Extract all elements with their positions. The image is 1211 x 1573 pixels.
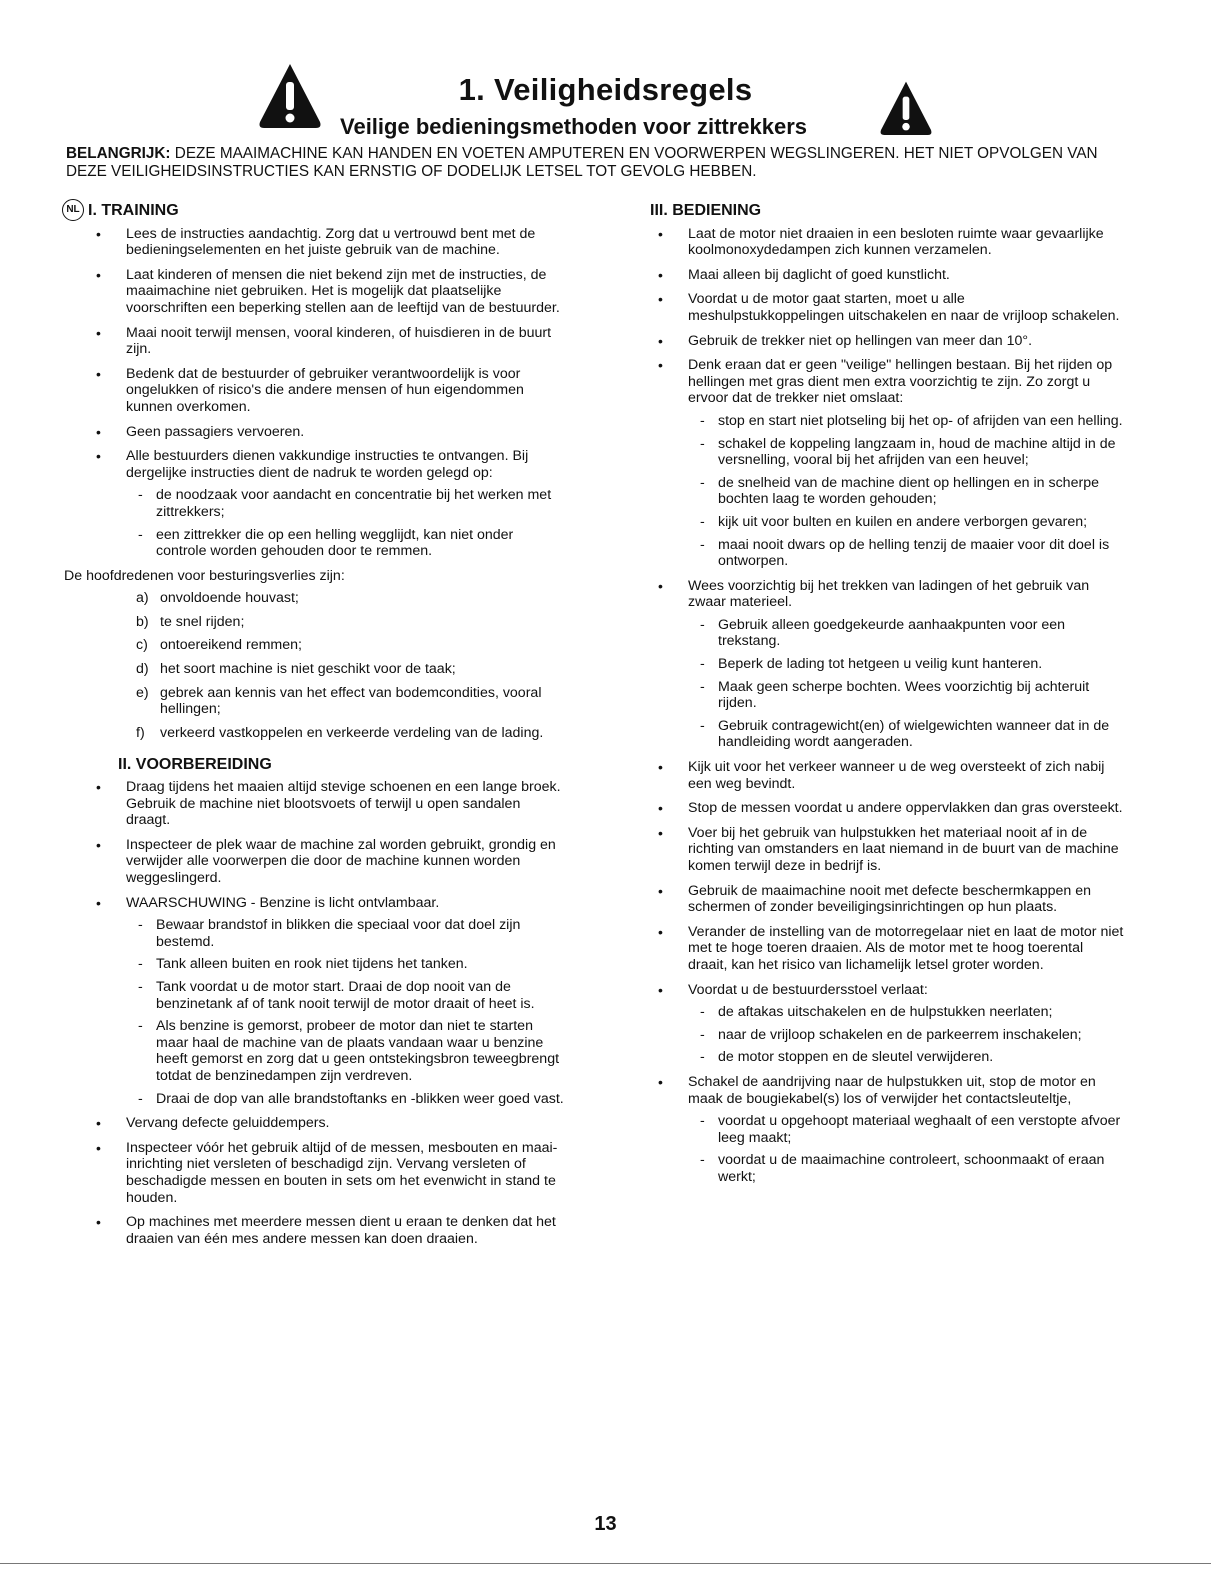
list-item: • Draag tijdens het maaien altijd stevige schoenen en een lange broek. Gebruik de machine niet blootsvoets of terwijl u open sandalen draagt. <box>88 779 566 829</box>
list-item <box>136 725 566 742</box>
section-heading-training: I. TRAINING <box>88 202 179 219</box>
list-item: • Gebruik de maaimachine nooit met defecte beschermkappen en schermen of zonder beveiligingsinrichtingen op hun plaats. <box>650 883 1124 916</box>
sub-list <box>688 617 1124 751</box>
list-item: • Laat de motor niet draaien in een besloten ruimte waar gevaarlijke koolmonoxydedampen zich kunnen verzamelen. <box>650 226 1124 259</box>
item-label: a) <box>136 590 149 607</box>
sub-list-item: - Maak geen scherpe bochten. Wees voorzichtig bij achteruit rijden. <box>688 679 1124 712</box>
list-item <box>650 1074 1124 1186</box>
sub-list-item: - naar de vrijloop schakelen en de parkeerrem inschakelen; <box>688 1027 1124 1044</box>
left-column <box>64 202 566 1255</box>
list-item-text: Wees voorzichtig bij het trekken van ladingen of het gebruik van zwaar materieel. <box>688 577 1090 611</box>
sub-list <box>688 1004 1124 1066</box>
item-label: e) <box>136 684 149 701</box>
item-label: c) <box>136 637 148 654</box>
list-item: • Op machines met meerdere messen dient u eraan te denken dat het draaien van één mes andere messen kan doen draaien. <box>88 1214 566 1247</box>
list-item <box>136 661 566 678</box>
causes-intro: De hoofdredenen voor besturingsverlies zijn: <box>64 567 345 584</box>
item-label: b) <box>136 613 149 630</box>
list-item: • Inspecteer de plek waar de machine zal worden gebruikt, grondig en verwijder alle voorwerpen die door de machine kunnen worden weggeslingerd. <box>88 837 566 887</box>
list-item <box>650 357 1124 570</box>
list-item <box>136 685 566 718</box>
item-text: te snel rijden; <box>160 613 245 630</box>
sub-list-item: - voordat u de maaimachine controleert, schoonmaakt of eraan werkt; <box>688 1152 1124 1185</box>
list-item: • Verander de instelling van de motorregelaar niet en laat de motor niet met te hoge toeren draaien. Als de motor met te hoog toerental draait, kan het risico van lichamelijk letsel groter worden. <box>650 924 1124 974</box>
list-item <box>88 448 566 560</box>
sub-list-item: - kijk uit voor bulten en kuilen en andere verborgen gevaren; <box>688 514 1124 531</box>
list-item: • Gebruik de trekker niet op hellingen van meer dan 10°. <box>650 333 1124 350</box>
sub-list-item: - de snelheid van de machine dient op hellingen en in scherpe bochten laag te worden gehouden; <box>688 475 1124 508</box>
operation-list <box>650 226 1124 1186</box>
important-text: DEZE MAAIMACHINE KAN HANDEN EN VOETEN AMPUTEREN EN VOORWERPEN WEGSLINGEREN. HET NIET OPVOLGEN VAN DEZE VEILIGHEIDSINSTRUCTIES KAN ERNSTIG OF DODELIJK LETSEL TOT GEVOLG HEBBEN. <box>66 145 1098 180</box>
item-text: het soort machine is niet geschikt voor de taak; <box>160 661 456 678</box>
sub-list-item: - een zittrekker die op een helling wegglijdt, kan niet onder controle worden gehouden door te remmen. <box>126 527 566 560</box>
list-item-text: Voordat u de bestuurdersstoel verlaat: <box>688 981 928 998</box>
list-item: • Voer bij het gebruik van hulpstukken het materiaal nooit af in de richting van omstanders en laat niemand in de buurt van de machine komen terwijl deze in bedrijf is. <box>650 825 1124 875</box>
sub-list-item: - Als benzine is gemorst, probeer de motor dan niet te starten maar haal de machine van de plaats vandaan waar u benzine heeft gemorst en zorg dat u geen ontstekingsbron teweegbrengt totdat de benzinedampen zijn verdreven. <box>126 1018 566 1084</box>
sub-list <box>688 413 1124 570</box>
sub-list-item: - de aftakas uitschakelen en de hulpstukken neerlaten; <box>688 1004 1124 1021</box>
list-item: • Geen passagiers vervoeren. <box>88 424 566 441</box>
sub-list <box>126 487 566 559</box>
list-item: • Maai nooit terwijl mensen, vooral kinderen, of huisdieren in de buurt zijn. <box>88 325 566 358</box>
list-item: • Lees de instructies aandachtig. Zorg dat u vertrouwd bent met de bedieningselementen en het juiste gebruik van de machine. <box>88 226 566 259</box>
section-heading-preparation: II. VOORBEREIDING <box>118 756 272 774</box>
item-label: f) <box>136 724 145 741</box>
sub-list-item: - Gebruik alleen goedgekeurde aanhaakpunten voor een trekstang. <box>688 617 1124 650</box>
list-item: • Inspecteer vóór het gebruik altijd of de messen, mesbouten en maai-inrichting niet versleten of beschadigd zijn. Vervang versleten of beschadigde messen en bouten in sets om het evenwicht in stand te houden. <box>88 1140 566 1206</box>
important-lead: BELANGRIJK: <box>66 145 171 162</box>
list-item: • Laat kinderen of mensen die niet bekend zijn met de instructies, de maaimachine niet gebruiken. Het is mogelijk dat plaatselijke voorschriften een beperking stellen aan de leeftijd van de bestuurder. <box>88 267 566 317</box>
list-item-text: Alle bestuurders dienen vakkundige instructies te ontvangen. Bij dergelijke instructies dient de nadruk te worden gelegd op: <box>126 448 529 481</box>
sub-list-item: - Beperk de lading tot hetgeen u veilig kunt hanteren. <box>688 656 1124 673</box>
list-item-text: Denk eraan dat er geen "veilige" hellingen bestaan. Bij het rijden op hellingen met gras dient men extra voorzichtig te zijn. Zo zorgt u ervoor dat de trekker niet omslaat: <box>688 357 1113 407</box>
list-item <box>88 895 566 1108</box>
page-subtitle: Veilige bedieningsmethoden voor zittrekkers <box>340 114 808 139</box>
item-text: verkeerd vastkoppelen en verkeerde verdeling van de lading. <box>160 724 544 741</box>
item-text: onvoldoende houvast; <box>160 590 299 607</box>
list-item: • Maai alleen bij daglicht of goed kunstlicht. <box>650 267 1124 284</box>
training-list <box>88 226 566 560</box>
page-title: 1. Veiligheidsregels <box>458 72 753 107</box>
sub-list-item: - stop en start niet plotseling bij het op- of afrijden van een helling. <box>688 413 1124 430</box>
list-item: • Bedenk dat de bestuurder of gebruiker verantwoordelijk is voor ongelukken of risico's die andere mensen of hun eigendommen kunnen overkomen. <box>88 366 566 416</box>
item-text: gebrek aan kennis van het effect van bodemcondities, vooral hellingen; <box>160 684 542 718</box>
list-item-text: WAARSCHUWING - Benzine is licht ontvlambaar. <box>126 894 440 911</box>
list-item <box>136 614 566 631</box>
sub-list-item: - Tank voordat u de motor start. Draai de dop nooit van de benzinetank af of tank nooit terwijl de motor draait of heet is. <box>126 979 566 1012</box>
sub-list-item: - Gebruik contragewicht(en) of wielgewichten wanneer dat in de handleiding wordt aangeraden. <box>688 718 1124 751</box>
sub-list <box>126 917 566 1107</box>
sub-list-item: - schakel de koppeling langzaam in, houd de machine altijd in de versnelling, vooral bij het afrijden van een heuvel; <box>688 436 1124 469</box>
bottom-rule <box>0 1563 1211 1564</box>
sub-list-item: - de noodzaak voor aandacht en concentratie bij het werken met zittrekkers; <box>126 487 566 520</box>
item-label: d) <box>136 661 149 678</box>
sub-list-item: - voordat u opgehoopt materiaal weghaalt of een verstopte afvoer leeg maakt; <box>688 1113 1124 1146</box>
language-badge: NL <box>62 199 84 221</box>
right-column <box>650 203 1124 1194</box>
sub-list-item: - Bewaar brandstof in blikken die speciaal voor dat doel zijn bestemd. <box>126 917 566 950</box>
list-item-text: Schakel de aandrijving naar de hulpstukken uit, stop de motor en maak de bougiekabel(s) los of verwijder het contactsleuteltje, <box>688 1073 1096 1107</box>
sub-list-item: - Tank alleen buiten en rook niet tijdens het tanken. <box>126 956 566 973</box>
list-item <box>136 590 566 607</box>
list-item <box>650 982 1124 1066</box>
page-number: 13 <box>594 1513 617 1535</box>
list-item <box>650 578 1124 751</box>
section-heading-operation: III. BEDIENING <box>650 202 762 219</box>
preparation-list <box>88 779 566 1247</box>
list-item: • Vervang defecte geluiddempers. <box>88 1115 566 1132</box>
list-item: • Voordat u de motor gaat starten, moet u alle meshulpstukkoppelingen uitschakelen en naar de vrijloop schakelen. <box>650 291 1124 324</box>
list-item: • Stop de messen voordat u andere oppervlakken dan gras oversteekt. <box>650 800 1124 817</box>
sub-list-item: - maai nooit dwars op de helling tenzij de maaier voor dit doel is ontworpen. <box>688 537 1124 570</box>
item-text: ontoereikend remmen; <box>160 637 302 654</box>
sub-list-item: - de motor stoppen en de sleutel verwijderen. <box>688 1049 1124 1066</box>
list-item: • Kijk uit voor het verkeer wanneer u de weg oversteekt of zich nabij een weg bevindt. <box>650 759 1124 792</box>
important-notice <box>66 145 1136 181</box>
sub-list <box>688 1113 1124 1185</box>
list-item <box>136 637 566 654</box>
causes-list <box>88 590 566 741</box>
sub-list-item: - Draai de dop van alle brandstoftanks en -blikken weer goed vast. <box>126 1091 566 1108</box>
